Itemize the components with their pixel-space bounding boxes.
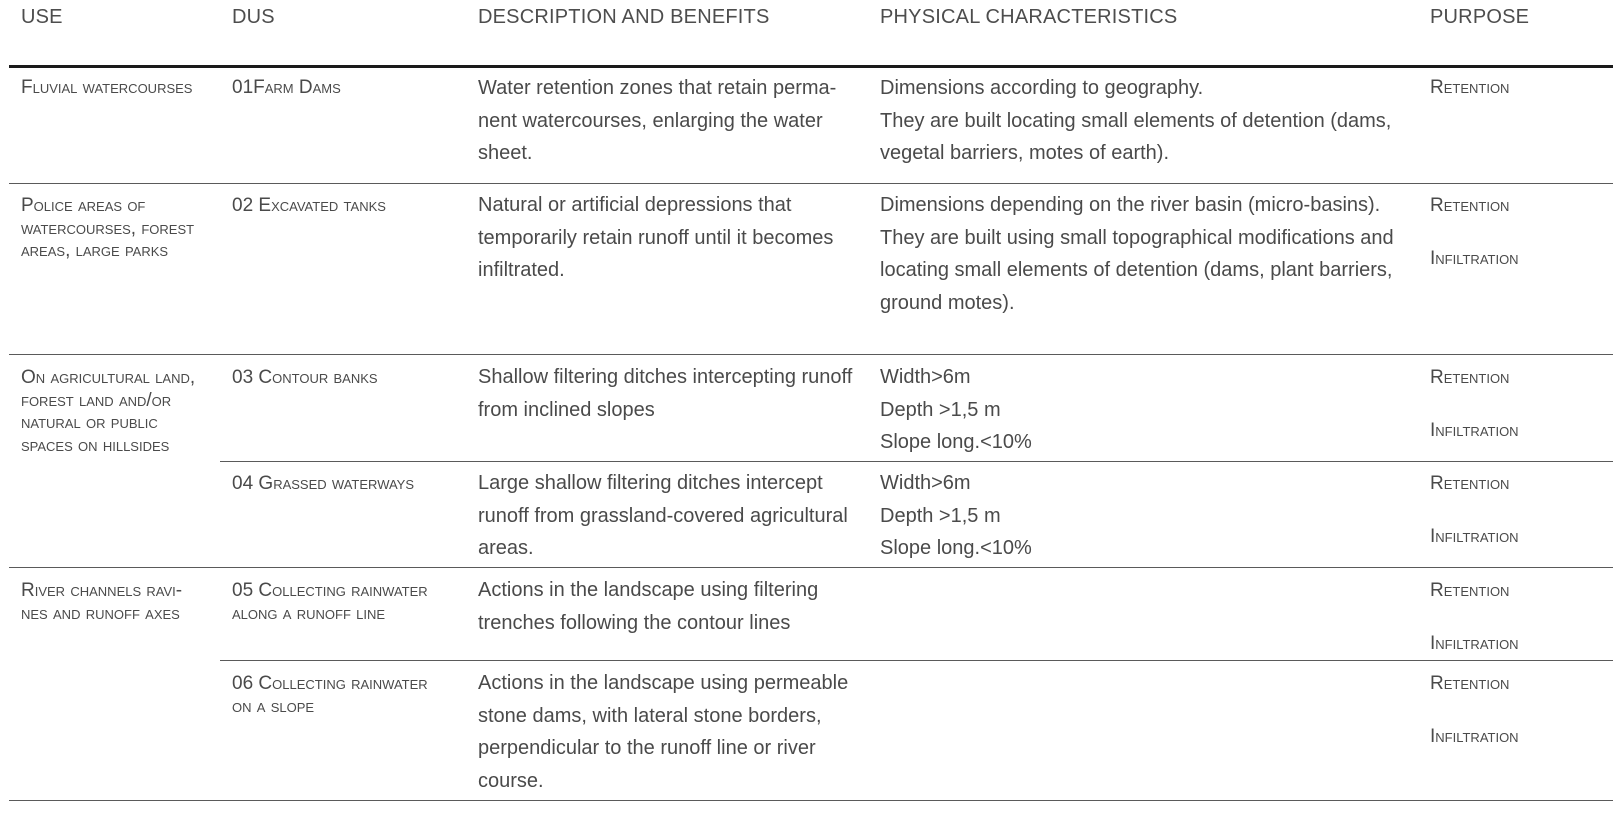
row-1-description-line: sheet. (478, 142, 533, 164)
header-divider (9, 65, 1613, 68)
row-4-description-line: areas. (478, 537, 534, 559)
row-3-use-line: spaces on hillsides (21, 434, 170, 456)
row-3-use (21, 367, 195, 457)
row-2-use (21, 195, 194, 263)
purpose-retention: Retention (1430, 673, 1510, 694)
header-dus: DUS (232, 6, 275, 28)
row-4-physical-line: Slope long.<10% (880, 537, 1032, 559)
row-4-dus (232, 473, 414, 496)
row-1-dus (232, 77, 341, 100)
row-1-physical-line: vegetal barriers, motes of earth). (880, 142, 1170, 164)
purpose-retention: Retention (1430, 77, 1510, 98)
header-physical-characteristics: PHYSICAL CHARACTERISTICS (880, 6, 1178, 28)
row-divider (9, 800, 1613, 801)
row-3-physical-line: Slope long.<10% (880, 431, 1032, 453)
row-2-description (478, 189, 833, 287)
purpose-retention: Retention (1430, 195, 1510, 216)
header-description: DESCRIPTION AND BENEFITS (478, 6, 770, 28)
row-4-purpose (1430, 473, 1519, 548)
row-1-purpose (1430, 77, 1509, 100)
row-2-use-line: watercourses, forest (21, 217, 195, 239)
purpose-infiltration: Infiltration (1430, 419, 1519, 441)
row-1-description-line: Water retention zones that retain perma- (478, 77, 837, 99)
row-3-description-line: Shallow filtering ditches intercepting runoff (478, 366, 853, 388)
row-4-physical (880, 467, 1032, 565)
row-1-use (21, 77, 192, 100)
purpose-infiltration: Infiltration (1430, 525, 1519, 547)
row-3-description (478, 361, 852, 426)
row-2-physical-line: They are built using small topographical modifications and (880, 226, 1394, 249)
row-4-description (478, 467, 848, 565)
row-1-physical-line: Dimensions according to geography. (880, 77, 1204, 99)
row-2-purpose (1430, 195, 1519, 270)
row-5-dus (232, 580, 428, 625)
row-2-use-line: areas, large parks (21, 240, 169, 261)
row-5-dus-line: along a runoff line (232, 602, 386, 624)
row-2-description-line: Natural or artificial depressions that (478, 194, 792, 216)
row-4-physical-line: Width>6m (880, 472, 971, 494)
row-6-dus-line: on a slope (232, 695, 315, 717)
row-divider (9, 567, 1613, 568)
row-2-physical (880, 189, 1394, 319)
purpose-infiltration: Infiltration (1430, 632, 1519, 654)
row-divider (9, 183, 1613, 184)
row-5-description (478, 574, 818, 639)
row-3-physical (880, 361, 1032, 459)
row-5-description-line: Actions in the landscape using filtering (478, 579, 819, 601)
row-6-description-line: course. (478, 769, 544, 792)
row-5-use-line: nes and runoff axes (21, 602, 180, 624)
row-3-physical-line: Width>6m (880, 366, 971, 388)
row-3-dus-line: 03 Contour banks (232, 367, 378, 388)
row-6-description-line: stone dams, with lateral stone borders, (478, 704, 822, 727)
row-2-use-line: Police areas of (21, 195, 146, 216)
row-5-description-line: trenches following the contour lines (478, 611, 791, 634)
header-use: USE (21, 6, 63, 28)
row-divider (220, 461, 1613, 462)
header-purpose: PURPOSE (1430, 6, 1530, 28)
row-3-use-line: natural or public (21, 412, 158, 433)
row-3-dus (232, 367, 378, 390)
purpose-infiltration: Infiltration (1430, 247, 1519, 269)
row-6-description-line: perpendicular to the runoff line or river (478, 737, 816, 759)
row-1-physical (880, 72, 1391, 170)
purpose-infiltration: Infiltration (1430, 725, 1519, 747)
row-6-dus-line: 06 Collecting rainwater (232, 673, 428, 694)
row-5-use (21, 580, 182, 625)
row-4-description-line: runoff from grassland-covered agricultural (478, 504, 848, 527)
row-4-dus-line: 04 Grassed waterways (232, 473, 415, 494)
row-3-physical-line: Depth >1,5 m (880, 398, 1001, 421)
row-1-description-line: nent watercourses, enlarging the water (478, 109, 823, 132)
row-6-description (478, 667, 848, 797)
row-4-physical-line: Depth >1,5 m (880, 504, 1001, 527)
row-5-purpose (1430, 580, 1519, 655)
row-3-description-line: from inclined slopes (478, 398, 655, 421)
row-2-physical-line: ground motes). (880, 291, 1015, 314)
row-1-use-line: Fluvial watercourses (21, 77, 193, 98)
row-2-description-line: infiltrated. (478, 259, 565, 281)
row-1-description (478, 72, 836, 170)
row-5-dus-line: 05 Collecting rainwater (232, 580, 428, 601)
row-6-dus (232, 673, 428, 718)
purpose-retention: Retention (1430, 367, 1510, 388)
row-2-dus-line: 02 Excavated tanks (232, 195, 386, 216)
purpose-retention: Retention (1430, 473, 1510, 494)
row-3-use-line: forest land and/or (21, 389, 172, 411)
row-2-physical-line: locating small elements of detention (dams, plant barriers, (880, 259, 1393, 281)
row-1-physical-line: They are built locating small elements of detention (dams, (880, 109, 1392, 132)
row-2-description-line: temporarily retain runoff until it becomes (478, 226, 834, 249)
purpose-retention: Retention (1430, 580, 1510, 601)
row-3-use-line: On agricultural land, (21, 367, 196, 388)
row-5-use-line: River channels ravi- (21, 580, 183, 601)
row-4-description-line: Large shallow filtering ditches intercept (478, 472, 823, 494)
row-divider (220, 660, 1613, 661)
row-1-dus-line: 01Farm Dams (232, 77, 341, 98)
row-6-description-line: Actions in the landscape using permeable (478, 672, 849, 694)
row-6-purpose (1430, 673, 1519, 748)
row-2-physical-line: Dimensions depending on the river basin (micro-basins). (880, 194, 1381, 216)
row-3-purpose (1430, 367, 1519, 442)
row-divider (9, 354, 1613, 355)
row-2-dus (232, 195, 386, 218)
